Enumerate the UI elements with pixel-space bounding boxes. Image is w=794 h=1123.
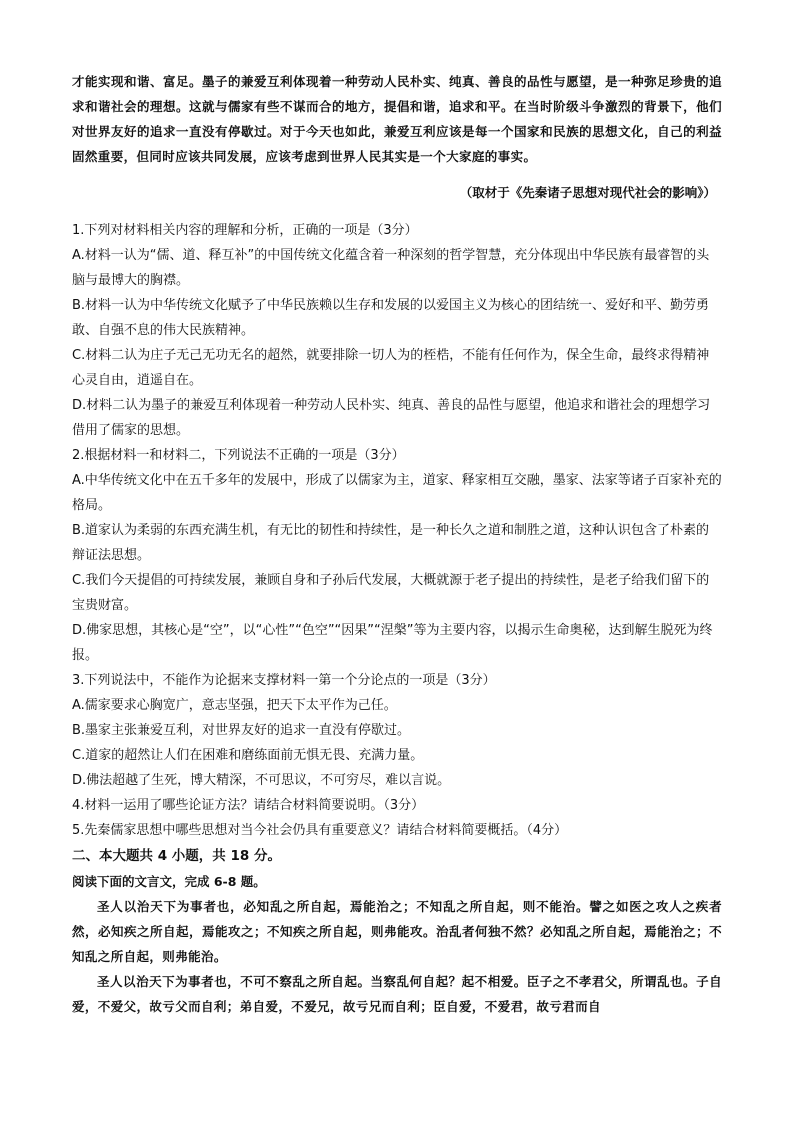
question-stem: 3.下列说法中，不能作为论据来支撑材料一第一个分论点的一项是（3分） — [72, 672, 496, 688]
question-2 — [72, 443, 722, 668]
option-c: C.我们今天提倡的可持续发展，兼顾自身和子孙后代发展，大概就源于老子提出的持续性，是老子给我们留下的宝贵财富。 — [72, 572, 710, 613]
option-a: A.材料一认为“儒、道、释互补”的中国传统文化蕴含着一种深刻的哲学智慧，充分体现出中华民族有最睿智的头脑与最博大的胸襟。 — [72, 247, 710, 288]
option-c: C.道家的超然让人们在困难和磨练面前无惧无畏、充满力量。 — [72, 747, 424, 763]
reading-instruction: 阅读下面的文言文，完成 6-8 题。 — [72, 873, 266, 889]
passage-continuation: 才能实现和谐、富足。墨子的兼爱互利体现着一种劳动人民朴实、纯真、善良的品性与愿望，是一种弥足珍贵的追求和谐社会的理想。这就与儒家有些不谋而合的地方，提倡和谐，追求和平。在当时阶级斗争激烈的背景下，他们对世界友好的追求一直没有停歇过。对于今天也如此，兼爱互利应该是每一个国家和民族的思想文化，自己的利益固然重要，但同时应该共同发展，应该考虑到世界人民其实是一个大家庭的事实。 — [72, 73, 722, 164]
option-b: B.材料一认为中华传统文化赋予了中华民族赖以生存和发展的以爱国主义为核心的团结统一、爱好和平、勤劳勇敢、自强不息的伟大民族精神。 — [72, 297, 710, 338]
option-c: C.材料二认为庄子无己无功无名的超然，就要排除一切人为的桎梏，不能有任何作为，保全生命，最终求得精神心灵自由，逍遥自在。 — [72, 347, 710, 388]
option-a: A.儒家要求心胸宽广，意志坚强，把天下太平作为己任。 — [72, 697, 397, 713]
question-stem: 4.材料一运用了哪些论证方法？请结合材料简要说明。（3分） — [72, 797, 425, 813]
question-1 — [72, 218, 722, 443]
section-heading: 二、本大题共 4 小题，共 18 分。 — [72, 847, 281, 864]
option-d: D.佛家思想，其核心是“空”，以“心性”“色空”“因果”“涅槃”等为主要内容，以揭示生命奥秘，达到解生脱死为终报。 — [72, 622, 713, 663]
option-b: B.道家认为柔弱的东西充满生机，有无比的韧性和持续性，是一种长久之道和制胜之道，这种认识包含了朴素的辩证法思想。 — [72, 522, 710, 563]
question-list — [72, 218, 722, 843]
question-4 — [72, 793, 722, 818]
classical-paragraph-2: 圣人以治天下为事者也，不可不察乱之所自起。当察乱何自起？起不相爱。臣子之不孝君父，所谓乱也。子自爱，不爱父，故亏父而自利；弟自爱，不爱兄，故亏兄而自利；臣自爱，不爱君，故亏君而自 — [72, 973, 722, 1014]
option-b: B.墨家主张兼爱互利，对世界友好的追求一直没有停歇过。 — [72, 722, 411, 738]
option-d: D.材料二认为墨子的兼爱互利体现着一种劳动人民朴实、纯真、善良的品性与愿望，他追求和谐社会的理想学习借用了儒家的思想。 — [72, 397, 711, 438]
option-a: A.中华传统文化中在五千多年的发展中，形成了以儒家为主，道家、释家相互交融，墨家、法家等诸子百家补充的格局。 — [72, 472, 722, 513]
exam-page — [72, 56, 722, 1019]
question-5 — [72, 818, 722, 843]
question-stem: 5.先秦儒家思想中哪些思想对当今社会仍具有重要意义？请结合材料简要概括。（4分） — [72, 822, 568, 838]
source-citation: （取材于《先秦诸子思想对现代社会的影响》） — [459, 185, 716, 200]
option-d: D.佛法超越了生死，博大精深，不可思议，不可穷尽，难以言说。 — [72, 772, 451, 788]
question-stem: 1.下列对材料相关内容的理解和分析，正确的一项是（3分） — [72, 222, 418, 238]
question-3 — [72, 668, 722, 793]
question-stem: 2.根据材料一和材料二，下列说法不正确的一项是（3分） — [72, 447, 405, 463]
classical-text — [72, 894, 722, 1019]
classical-paragraph-1: 圣人以治天下为事者也，必知乱之所自起，焉能治之；不知乱之所自起，则不能治。譬之如医之攻人之疾者然，必知疾之所自起，焉能攻之；不知疾之所自起，则弗能攻。治乱者何独不然？必知乱之所自起，焉能治之；不知乱之所自起，则弗能治。 — [72, 898, 722, 964]
